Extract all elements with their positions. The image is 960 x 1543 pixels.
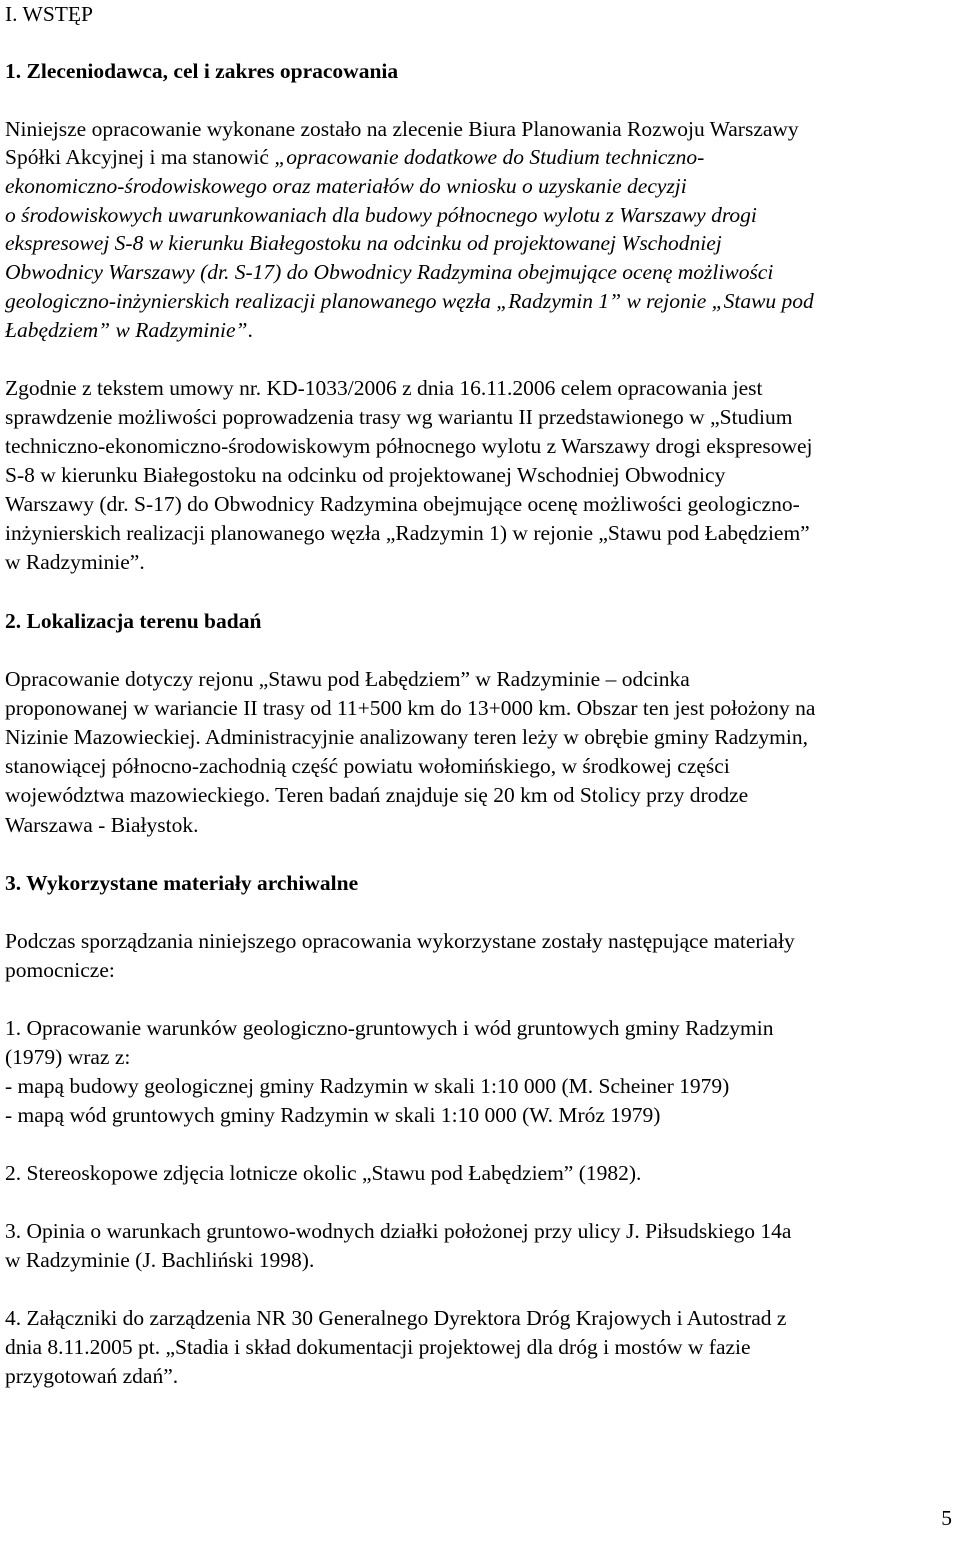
page-number: 5: [941, 1506, 952, 1530]
list-item-4-line-3: przygotowań zdań”.: [5, 1364, 179, 1388]
list-item-3-line-1: 3. Opinia o warunkach gruntowo-wodnych działki położonej przy ulicy J. Piłsudskiego 14a: [5, 1219, 792, 1243]
section-2-para1-line-4: stanowiącej północno-zachodnią część powiatu wołomińskiego, w środkowej części: [5, 754, 730, 778]
list-item-4-line-1: 4. Załączniki do zarządzenia NR 30 Generalnego Dyrektora Dróg Krajowych i Autostrad z: [5, 1306, 787, 1330]
list-item-1-line-1: 1. Opracowanie warunków geologiczno-gruntowych i wód gruntowych gminy Radzymin: [5, 1016, 774, 1040]
list-item-2-line-1: 2. Stereoskopowe zdjęcia lotnicze okolic „Stawu pod Łabędziem” (1982).: [5, 1161, 642, 1185]
section-1-para1-line-3: ekonomiczno-środowiskowego oraz materiałów do wniosku o uzyskanie decyzji: [5, 174, 687, 198]
list-item-1-line-3: - mapą budowy geologicznej gminy Radzymin w skali 1:10 000 (M. Scheiner 1979): [5, 1074, 730, 1098]
chapter-heading: I. WSTĘP: [5, 2, 93, 26]
section-2-para1-line-5: województwa mazowieckiego. Teren badań znajduje się 20 km od Stolicy przy drodze: [5, 783, 749, 807]
section-1-para1-line-4: o środowiskowych uwarunkowaniach dla budowy północnego wylotu z Warszawy drogi: [5, 203, 757, 227]
section-3-intro-line-1: Podczas sporządzania niniejszego opracowania wykorzystane zostały następujące materiały: [5, 929, 795, 953]
section-1-para1-line-5: ekspresowej S-8 w kierunku Białegostoku na odcinku od projektowanej Wschodniej: [5, 231, 722, 255]
section-1-para1-line-6: Obwodnicy Warszawy (dr. S-17) do Obwodnicy Radzymina obejmujące ocenę możliwości: [5, 260, 774, 284]
section-1-para1-line-7: geologiczno-inżynierskich realizacji planowanego węzła „Radzymin 1” w rejonie „Stawu pod: [5, 289, 814, 313]
section-1-para1-line-2: Spółki Akcyjnej i ma stanowić „opracowanie dodatkowe do Studium techniczno-: [5, 145, 705, 169]
section-1-para2-line-2: sprawdzenie możliwości poprowadzenia trasy wg wariantu II przedstawionego w „Studium: [5, 405, 793, 429]
section-1-para2-line-4: S-8 w kierunku Białegostoku na odcinku od projektowanej Wschodniej Obwodnicy: [5, 463, 726, 487]
section-1-para1-line-1: Niniejsze opracowanie wykonane zostało na zlecenie Biura Planowania Rozwoju Warszawy: [5, 117, 799, 141]
section-2-para1-line-1: Opracowanie dotyczy rejonu „Stawu pod Łabędziem” w Radzyminie – odcinka: [5, 667, 690, 691]
section-3-heading: 3. Wykorzystane materiały archiwalne: [5, 871, 359, 895]
section-1-para2-line-7: w Radzyminie”.: [5, 550, 145, 574]
list-item-3-line-2: w Radzyminie (J. Bachliński 1998).: [5, 1248, 315, 1272]
section-1-para2-line-3: techniczno-ekonomiczno-środowiskowym północnego wylotu z Warszawy drogi ekspresowej: [5, 434, 813, 458]
list-item-1-line-2: (1979) wraz z:: [5, 1045, 131, 1069]
section-1-heading: 1. Zleceniodawca, cel i zakres opracowania: [5, 59, 399, 83]
section-1-para2-line-6: inżynierskich realizacji planowanego węzła „Radzymin 1) w rejonie „Stawu pod Łabędziem”: [5, 521, 810, 545]
list-item-4-line-2: dnia 8.11.2005 pt. „Stadia i skład dokumentacji projektowej dla dróg i mostów w fazie: [5, 1335, 751, 1359]
list-item-1-line-4: - mapą wód gruntowych gminy Radzymin w skali 1:10 000 (W. Mróz 1979): [5, 1103, 661, 1127]
section-1-para1-line-8: Łabędziem” w Radzyminie”.: [5, 318, 253, 342]
section-2-heading: 2. Lokalizacja terenu badań: [5, 609, 262, 633]
section-2-para1-line-6: Warszawa - Białystok.: [5, 813, 199, 837]
section-2-para1-line-2: proponowanej w wariancie II trasy od 11+500 km do 13+000 km. Obszar ten jest położony na: [5, 696, 816, 720]
section-1-para2-line-5: Warszawy (dr. S-17) do Obwodnicy Radzymina obejmujące ocenę możliwości geologiczno-: [5, 492, 800, 516]
section-1-para2-line-1: Zgodnie z tekstem umowy nr. KD-1033/2006 z dnia 16.11.2006 celem opracowania jest: [5, 376, 763, 400]
section-2-para1-line-3: Nizinie Mazowieckiej. Administracyjnie analizowany teren leży w obrębie gminy Radzymin,: [5, 725, 809, 749]
section-3-intro-line-2: pomocnicze:: [5, 958, 115, 982]
